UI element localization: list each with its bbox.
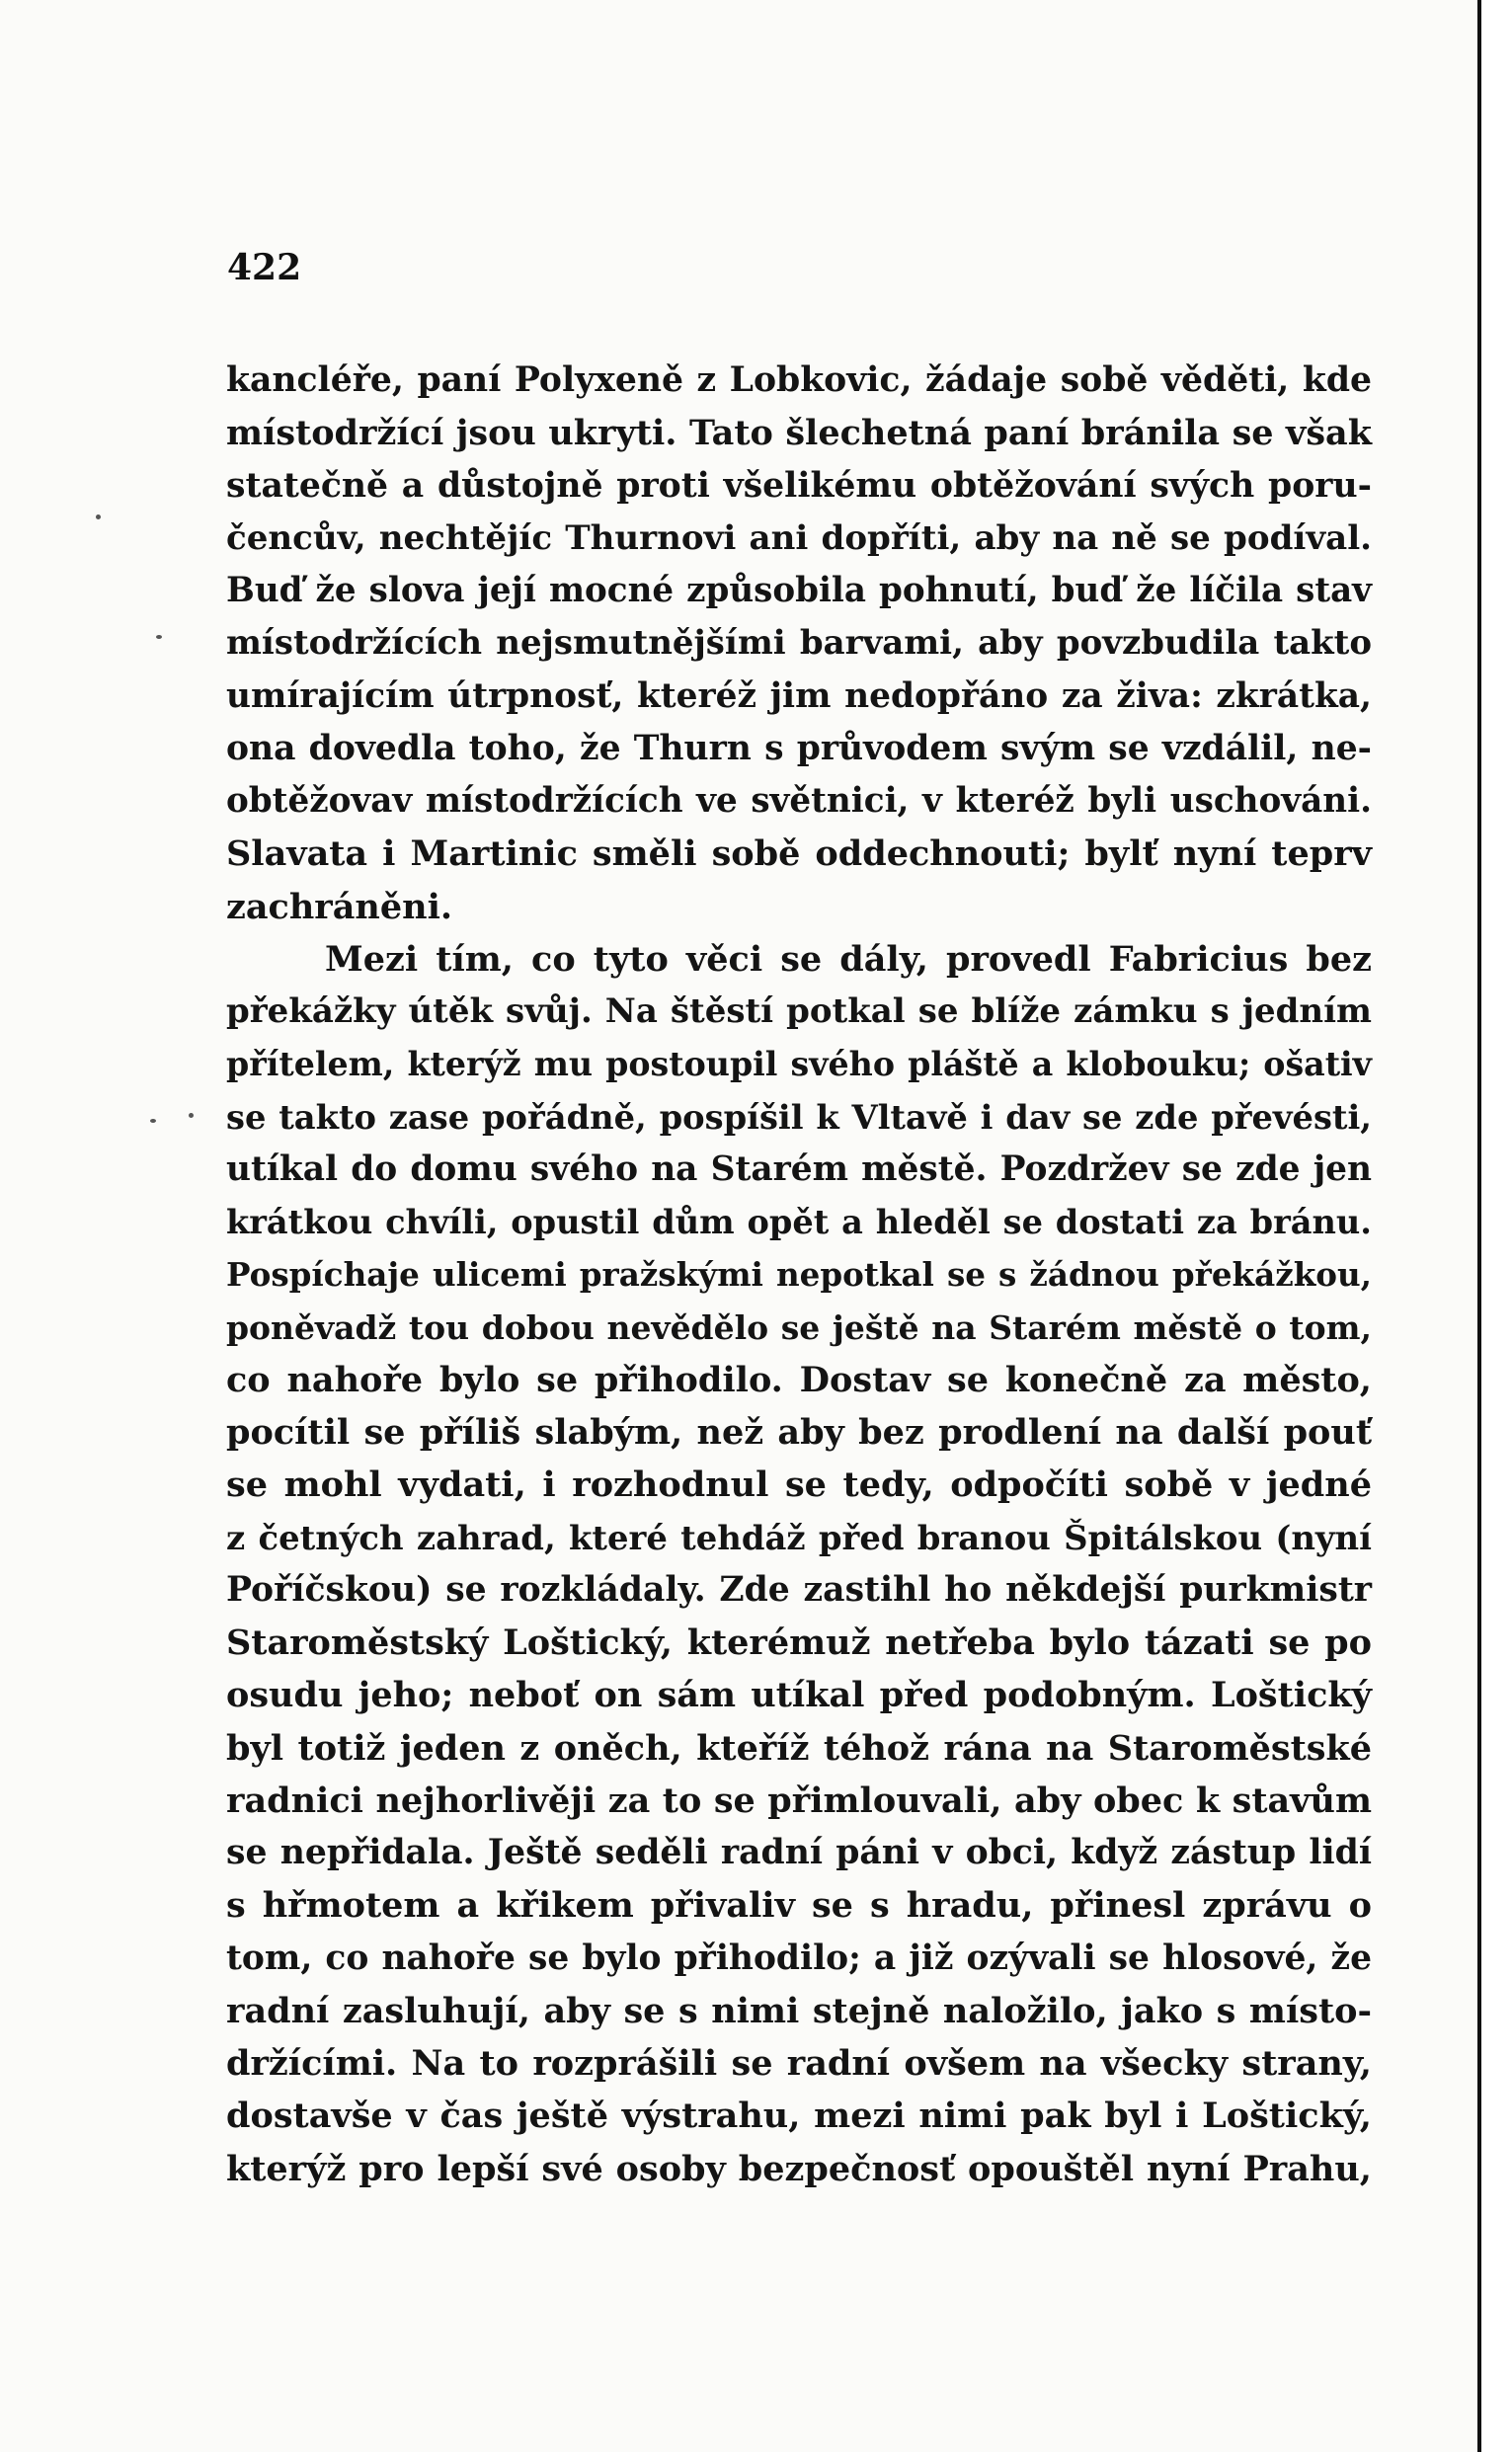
- text-line: místodržící jsou ukryti. Tato šlechetná paní bránila se však: [226, 413, 1372, 454]
- text-line: radnici nejhorlivěji za to se přimlouvali, aby obec k stavům: [226, 1780, 1372, 1821]
- text-line: ona dovedla toho, že Thurn s průvodem svým se vzdálil, ne-: [226, 728, 1372, 768]
- text-line: statečně a důstojně proti všelikému obtěžování svých poru-: [226, 465, 1372, 506]
- scan-speck: [156, 635, 162, 639]
- text-line: přítelem, kterýž mu postoupil svého pláště a klobouku; ošativ: [226, 1045, 1372, 1084]
- text-line: Poříčskou) se rozkládaly. Zde zastihl ho někdejší purkmistr: [226, 1569, 1372, 1610]
- text-line: překážky útěk svůj. Na štěstí potkal se blíže zámku s jedním: [226, 991, 1372, 1031]
- text-line: se takto zase pořádně, pospíšil k Vltavě i dav se zde převésti,: [226, 1096, 1372, 1137]
- text-line: umírajícím útrpnosť, kteréž jim nedopřáno za živa: zkrátka,: [226, 675, 1372, 716]
- text-line: Slavata i Martinic směli sobě oddechnouti; bylť nyní teprv: [226, 833, 1372, 875]
- text-line: s hřmotem a křikem přivaliv se s hradu, přinesl zprávu o: [226, 1885, 1372, 1927]
- text-line: pocítil se příliš slabým, než aby bez prodlení na další pouť: [226, 1412, 1372, 1453]
- text-line: místodržících nejsmutnějšími barvami, aby povzbudila takto: [226, 623, 1372, 664]
- text-line: čencův, nechtějíc Thurnovi ani dopříti, aby na ně se podíval.: [226, 517, 1372, 558]
- text-line: zachráněni.: [226, 886, 453, 927]
- text-line: Mezi tím, co tyto věci se dály, provedl Fabricius bez: [325, 938, 1372, 980]
- text-line: se mohl vydati, i rozhodnul se tedy, odpočíti sobě v jedné: [226, 1464, 1372, 1506]
- body-text: [226, 355, 1372, 2195]
- scan-speck: [96, 514, 101, 519]
- text-line: kterýž pro lepší své osoby bezpečnosť opouštěl nyní Prahu,: [226, 2148, 1372, 2189]
- text-line: krátkou chvíli, opustil dům opět a hleděl se dostati za bránu.: [226, 1202, 1372, 1241]
- text-line: utíkal do domu svého na Starém městě. Pozdržev se zde jen: [226, 1148, 1372, 1189]
- text-line: co nahoře bylo se přihodilo. Dostav se konečně za město,: [226, 1359, 1372, 1400]
- text-line: radní zasluhují, aby se s nimi stejně naložilo, jako s místo-: [226, 1990, 1372, 2031]
- text-line: poněvadž tou dobou nevědělo se ještě na Starém městě o tom,: [226, 1307, 1372, 1347]
- text-line: kancléře, paní Polyxeně z Lobkovic, žádaje sobě věděti, kde: [226, 360, 1372, 400]
- text-line: Staroměstský Loštický, kterémuž netřeba bylo tázati se po: [226, 1622, 1372, 1663]
- text-line: obtěžovav místodržících ve světnici, v kteréž byli uschováni.: [226, 781, 1372, 821]
- scan-margin: [1481, 0, 1512, 2452]
- text-line: z četných zahrad, které tehdáž před branou Špitálskou (nyní: [226, 1517, 1372, 1557]
- scan-speck: [150, 1119, 156, 1123]
- text-line: tom, co nahoře se bylo přihodilo; a již ozývali se hlosové, že: [226, 1938, 1372, 1978]
- text-line: byl totiž jeden z oněch, kteříž téhož rána na Staroměstské: [226, 1727, 1372, 1769]
- text-line: osudu jeho; neboť on sám utíkal před podobným. Loštický: [226, 1675, 1372, 1716]
- text-line: Buď že slova její mocné způsobila pohnutí, buď že líčila stav: [226, 571, 1372, 610]
- scan-speck: [189, 1113, 194, 1118]
- page-number: 422: [227, 247, 302, 288]
- text-line: držícími. Na to rozprášili se radní ovšem na všecky strany,: [226, 2043, 1372, 2084]
- text-line: Pospíchaje ulicemi pražskými nepotkal se s žádnou překážkou,: [226, 1255, 1372, 1295]
- text-line: dostavše v čas ještě výstrahu, mezi nimi pak byl i Loštický,: [226, 2096, 1372, 2137]
- text-line: se nepřidala. Ještě seděli radní páni v obci, když zástup lidí: [226, 1833, 1372, 1872]
